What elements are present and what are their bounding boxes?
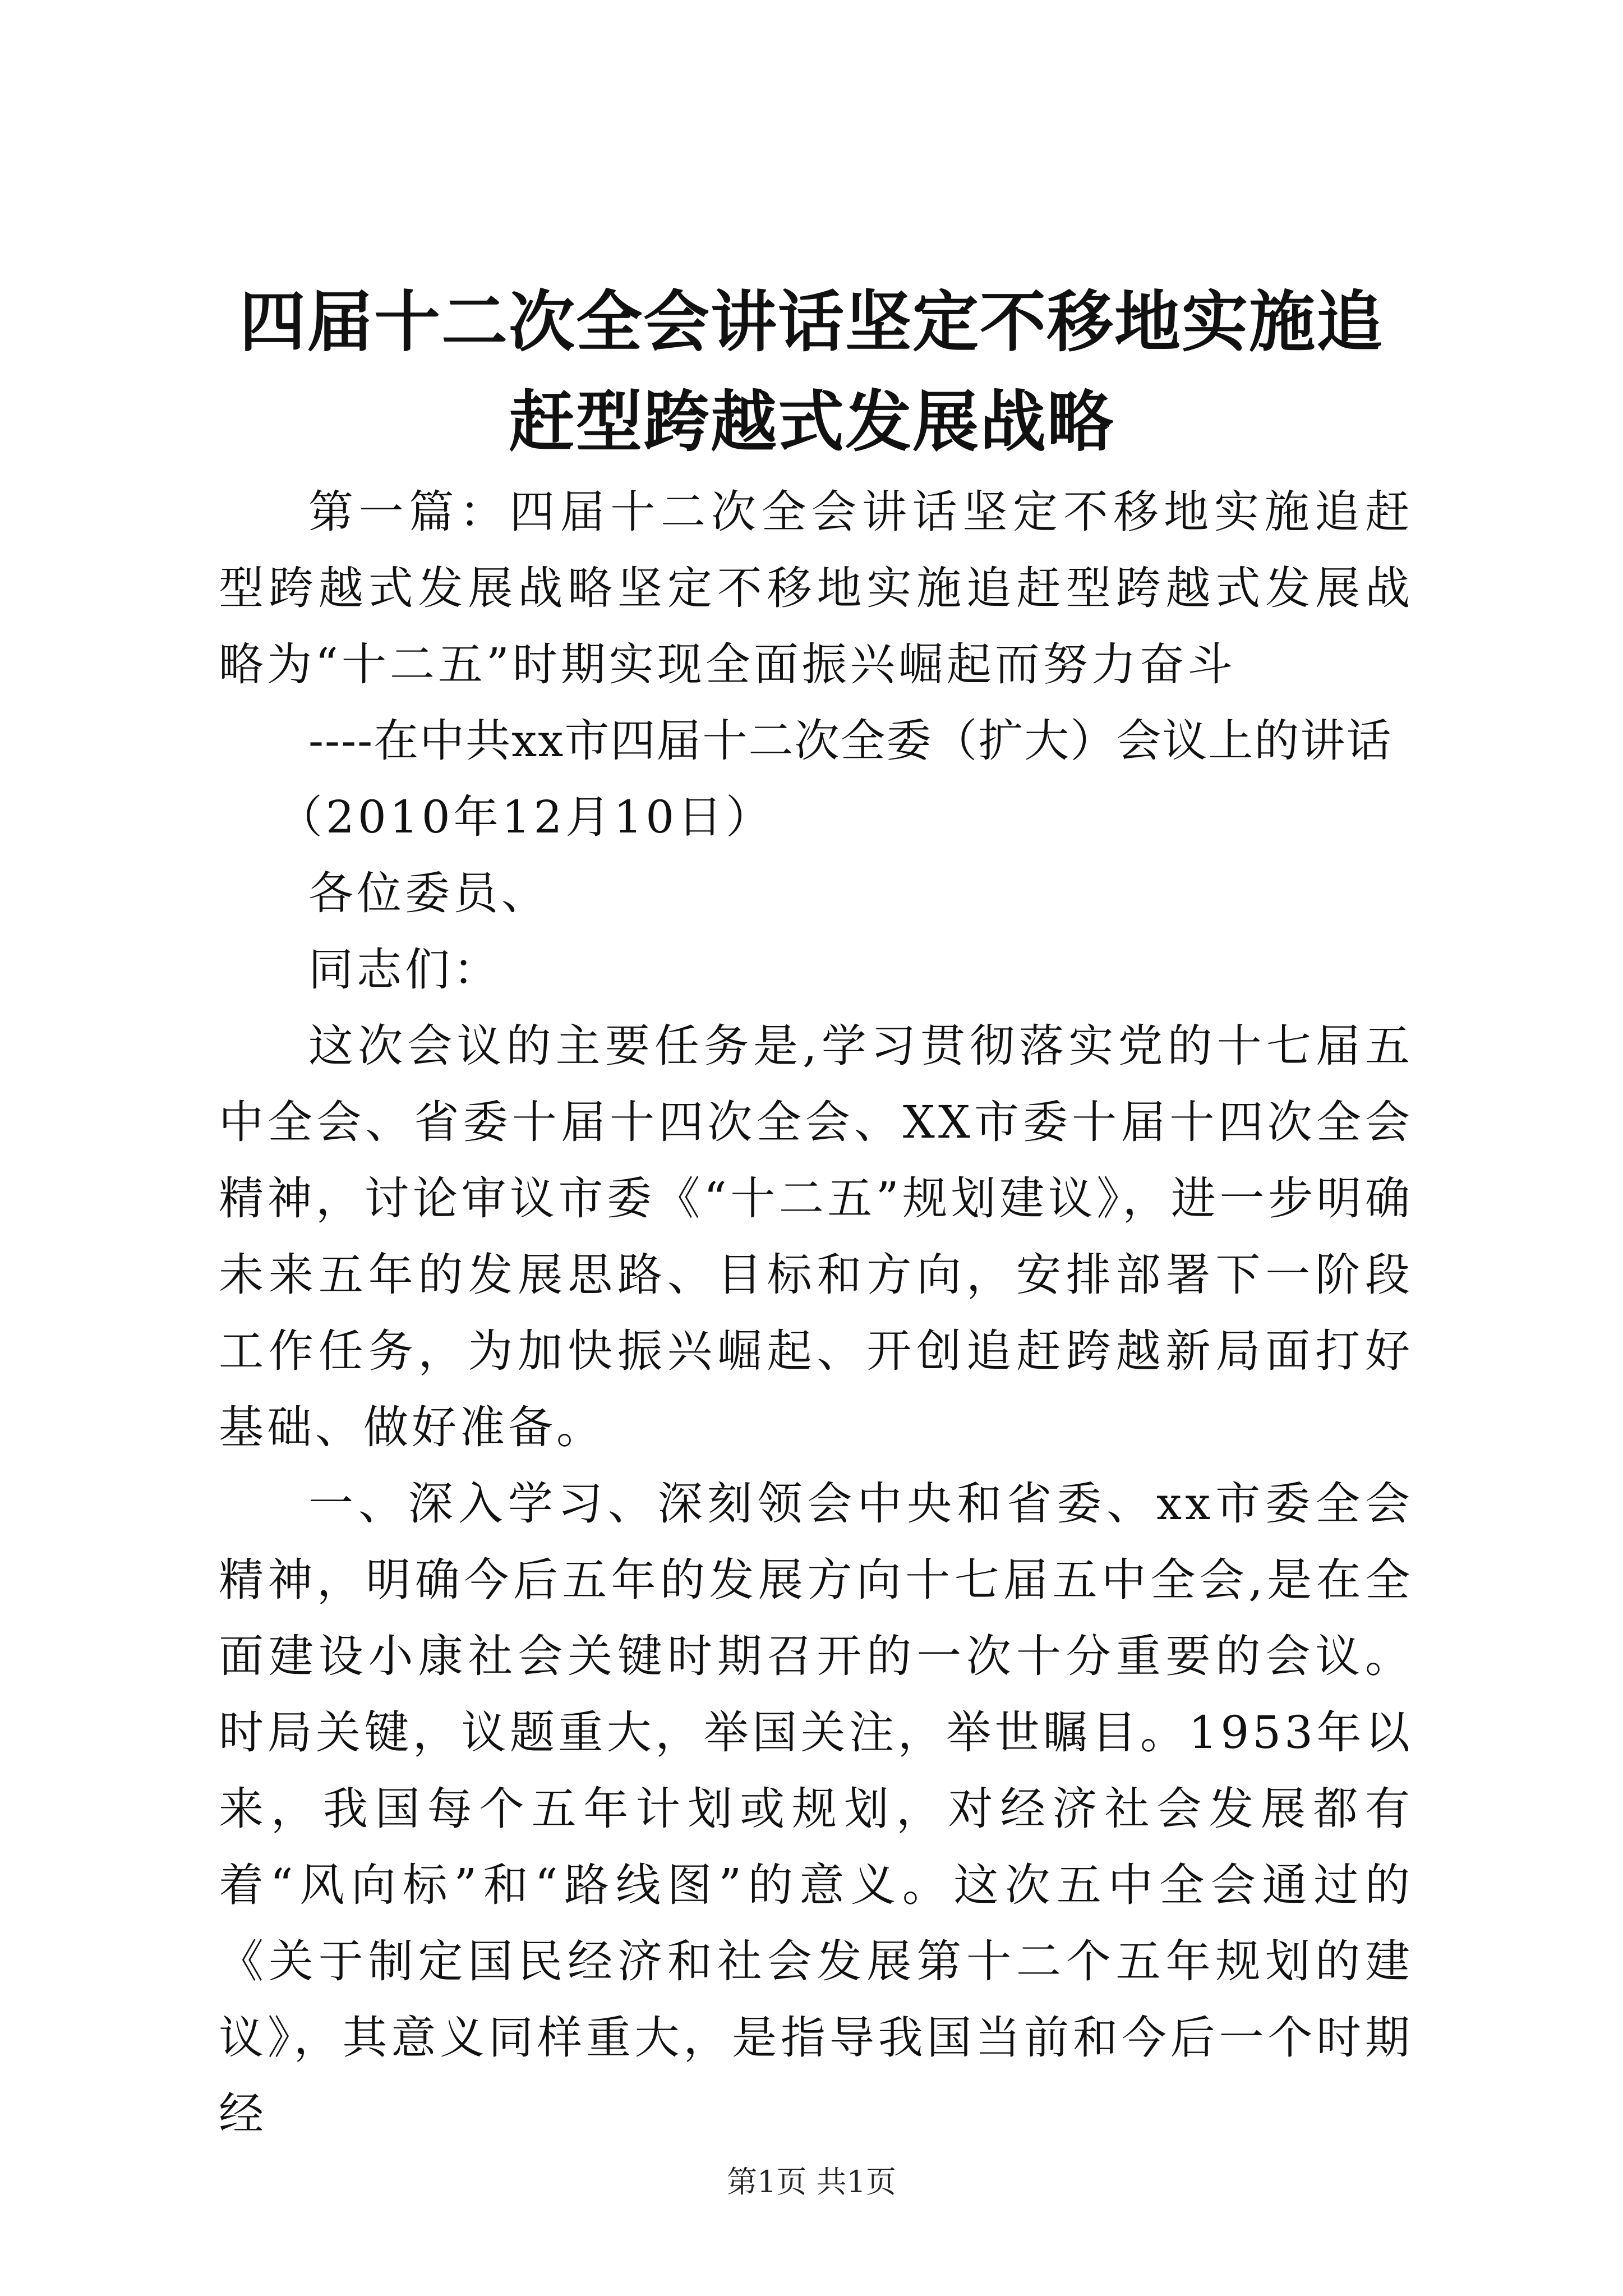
paragraph-section-one: 一、深入学习、深刻领会中央和省委、xx市委全会精神，明确今后五年的发展方向十七届五中全会,是在全面建设小康社会关键时期召开的一次十分重要的会议。时局关键，议题重大，举国关注，举世瞩目。1953年以来，我国每个五年计划或规划，对经济社会发展都有着“风向标”和“路线图”的意义。这次五中全会通过的《关于制定国民经济和社会发展第十二个五年规划的建议》，其意义同样重大，是指导我国当前和今后一个时期经 bbox=[219, 1478, 1413, 2140]
paragraph-speech-subtitle: ----在中共xx市四届十二次全委（扩大）会议上的讲话 bbox=[308, 715, 1393, 767]
page-footer: 第1页 共1页 bbox=[727, 2164, 896, 2200]
paragraph-meeting-tasks: 这次会议的主要任务是,学习贯彻落实党的十七届五中全会、省委十届十四次全会、XX市委十届十四次全会精神，讨论审议市委《“十二五”规划建议》，进一步明确未来五年的发展思路、目标和方向，安排部署下一阶段工作任务，为加快振兴崛起、开创追赶跨越新局面打好基础、做好准备。 bbox=[219, 1020, 1413, 1453]
document-body bbox=[219, 474, 1413, 2152]
paragraph-date: （2010年12月10日） bbox=[278, 791, 774, 843]
document-title: 四届十二次全会讲话坚定不移地实施追赶型跨越式发展战略 bbox=[239, 283, 1384, 461]
paragraph-intro: 第一篇：四届十二次全会讲话坚定不移地实施追赶型跨越式发展战略坚定不移地实施追赶型跨越式发展战略为“十二五”时期实现全面振兴崛起而努力奋斗 bbox=[219, 486, 1413, 691]
paragraph-salutation-members: 各位委员、 bbox=[308, 867, 550, 919]
paragraph-salutation-comrades: 同志们： bbox=[308, 944, 501, 996]
